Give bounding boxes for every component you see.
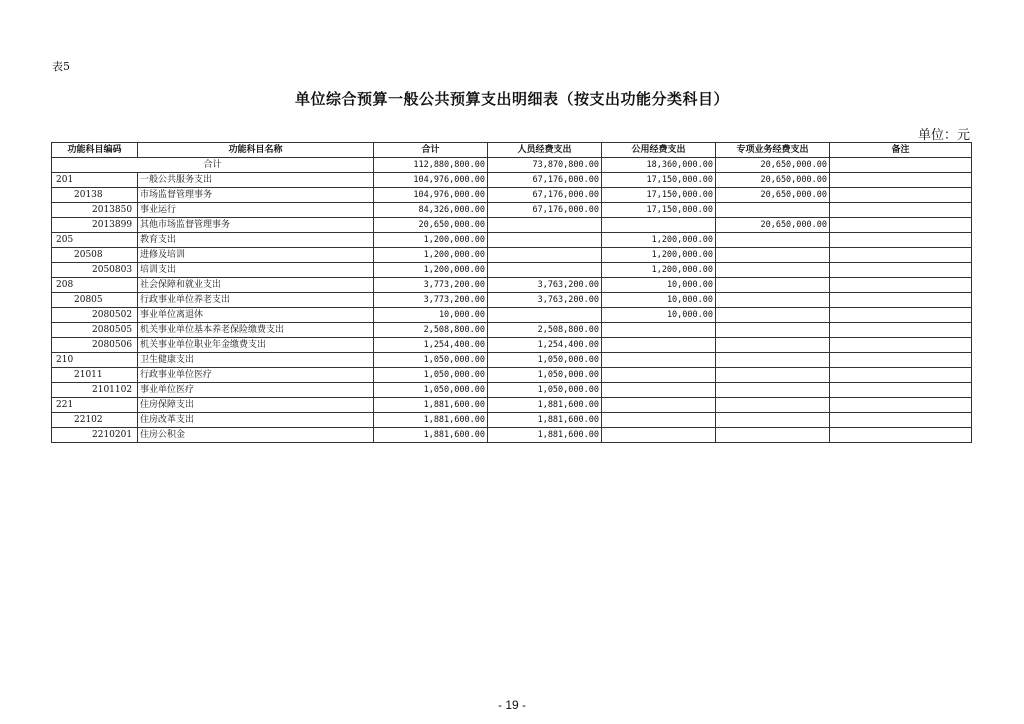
public-cell: 17,150,000.00 [602,188,716,203]
personnel-cell: 3,763,200.00 [488,278,602,293]
total-cell: 1,881,600.00 [374,413,488,428]
total-cell: 10,000.00 [374,308,488,323]
column-header: 专项业务经费支出 [716,143,830,158]
table-row [52,398,972,413]
special-cell [716,428,830,443]
note-cell [830,293,972,308]
table-row [52,353,972,368]
code-cell: 2050803 [52,263,138,278]
table-row [52,323,972,338]
note-cell [830,353,972,368]
name-cell: 机关事业单位职业年金缴费支出 [138,338,374,353]
code-cell: 2101102 [52,383,138,398]
total-cell: 1,881,600.00 [374,398,488,413]
personnel-cell: 3,763,200.00 [488,293,602,308]
note-cell [830,413,972,428]
public-cell: 1,200,000.00 [602,233,716,248]
note-cell [830,248,972,263]
personnel-cell: 1,050,000.00 [488,383,602,398]
personnel-cell: 67,176,000.00 [488,203,602,218]
name-cell: 事业单位医疗 [138,383,374,398]
total-row [52,158,972,173]
name-cell: 行政事业单位医疗 [138,368,374,383]
table-row [52,383,972,398]
note-cell [830,278,972,293]
table-row [52,188,972,203]
special-cell [716,308,830,323]
personnel-cell [488,218,602,233]
special-cell [716,413,830,428]
note-cell [830,173,972,188]
total-cell: 1,254,400.00 [374,338,488,353]
total-cell: 104,976,000.00 [374,173,488,188]
name-cell: 进修及培训 [138,248,374,263]
special-cell: 20,650,000.00 [716,173,830,188]
table-row [52,368,972,383]
personnel-cell: 2,508,800.00 [488,323,602,338]
name-cell: 教育支出 [138,233,374,248]
personnel-cell: 1,881,600.00 [488,413,602,428]
public-cell: 10,000.00 [602,293,716,308]
total-cell: 3,773,200.00 [374,293,488,308]
note-cell [830,188,972,203]
column-header: 人员经费支出 [488,143,602,158]
special-cell [716,338,830,353]
public-cell [602,428,716,443]
code-cell: 208 [52,278,138,293]
personnel-cell: 1,050,000.00 [488,353,602,368]
table-label: 表5 [52,60,70,73]
public-cell [602,383,716,398]
code-cell: 221 [52,398,138,413]
public-cell: 17,150,000.00 [602,173,716,188]
name-cell: 住房改革支出 [138,413,374,428]
special-cell [716,398,830,413]
special-cell [716,323,830,338]
name-cell: 社会保障和就业支出 [138,278,374,293]
personnel-cell: 73,870,800.00 [488,158,602,173]
table-row [52,293,972,308]
note-cell [830,308,972,323]
note-cell [830,263,972,278]
note-cell [830,233,972,248]
column-header: 功能科目编码 [52,143,138,158]
table-row [52,233,972,248]
special-cell [716,278,830,293]
name-cell: 事业单位离退休 [138,308,374,323]
personnel-cell: 1,050,000.00 [488,368,602,383]
total-cell: 2,508,800.00 [374,323,488,338]
public-cell: 1,200,000.00 [602,248,716,263]
note-cell [830,218,972,233]
code-cell: 20805 [52,293,138,308]
note-cell [830,383,972,398]
code-cell: 205 [52,233,138,248]
total-cell: 84,326,000.00 [374,203,488,218]
note-cell [830,323,972,338]
total-cell: 1,050,000.00 [374,368,488,383]
special-cell [716,233,830,248]
name-cell: 住房公积金 [138,428,374,443]
personnel-cell: 1,881,600.00 [488,398,602,413]
column-header: 公用经费支出 [602,143,716,158]
public-cell [602,353,716,368]
personnel-cell: 1,881,600.00 [488,428,602,443]
code-cell: 2080502 [52,308,138,323]
name-cell: 卫生健康支出 [138,353,374,368]
note-cell [830,428,972,443]
name-cell: 培训支出 [138,263,374,278]
table-row [52,338,972,353]
column-header: 功能科目名称 [138,143,374,158]
note-cell [830,338,972,353]
public-cell: 1,200,000.00 [602,263,716,278]
name-cell: 市场监督管理事务 [138,188,374,203]
name-cell: 其他市场监督管理事务 [138,218,374,233]
special-cell [716,203,830,218]
table-row [52,263,972,278]
personnel-cell [488,308,602,323]
code-cell: 2013899 [52,218,138,233]
name-cell: 事业运行 [138,203,374,218]
code-cell: 21011 [52,368,138,383]
special-cell [716,383,830,398]
table-header-row [52,143,972,158]
public-cell [602,413,716,428]
code-cell: 22102 [52,413,138,428]
note-cell [830,203,972,218]
column-header: 合计 [374,143,488,158]
budget-table [51,142,972,443]
personnel-cell [488,248,602,263]
public-cell [602,398,716,413]
table-row [52,218,972,233]
total-cell: 1,200,000.00 [374,263,488,278]
special-cell: 20,650,000.00 [716,218,830,233]
note-cell [830,398,972,413]
code-cell: 2080505 [52,323,138,338]
personnel-cell [488,233,602,248]
personnel-cell: 67,176,000.00 [488,173,602,188]
table-row [52,413,972,428]
note-cell [830,368,972,383]
total-cell: 1,200,000.00 [374,248,488,263]
public-cell: 18,360,000.00 [602,158,716,173]
name-cell: 机关事业单位基本养老保险缴费支出 [138,323,374,338]
name-cell: 行政事业单位养老支出 [138,293,374,308]
total-cell: 1,050,000.00 [374,353,488,368]
special-cell [716,248,830,263]
table-row [52,173,972,188]
code-cell: 2210201 [52,428,138,443]
total-cell: 3,773,200.00 [374,278,488,293]
total-cell: 112,880,800.00 [374,158,488,173]
personnel-cell: 67,176,000.00 [488,188,602,203]
page-number: - 19 - [497,698,526,712]
code-cell: 20508 [52,248,138,263]
name-cell: 一般公共服务支出 [138,173,374,188]
public-cell [602,323,716,338]
personnel-cell [488,263,602,278]
table-row [52,428,972,443]
total-cell: 104,976,000.00 [374,188,488,203]
public-cell: 10,000.00 [602,278,716,293]
table-row [52,248,972,263]
code-cell: 20138 [52,188,138,203]
note-cell [830,158,972,173]
page-title: 单位综合预算一般公共预算支出明细表（按支出功能分类科目） [294,90,729,108]
table-row [52,203,972,218]
special-cell: 20,650,000.00 [716,188,830,203]
code-cell: 201 [52,173,138,188]
public-cell [602,218,716,233]
special-cell [716,353,830,368]
total-cell: 1,881,600.00 [374,428,488,443]
special-cell [716,293,830,308]
code-cell: 2013850 [52,203,138,218]
special-cell [716,263,830,278]
public-cell [602,338,716,353]
name-cell: 住房保障支出 [138,398,374,413]
total-cell: 1,200,000.00 [374,233,488,248]
table-row [52,278,972,293]
personnel-cell: 1,254,400.00 [488,338,602,353]
code-cell: 2080506 [52,338,138,353]
public-cell: 10,000.00 [602,308,716,323]
unit-label: 单位：元 [917,128,970,143]
public-cell [602,368,716,383]
public-cell: 17,150,000.00 [602,203,716,218]
special-cell [716,368,830,383]
column-header: 备注 [830,143,972,158]
code-cell: 210 [52,353,138,368]
total-cell: 20,650,000.00 [374,218,488,233]
table-row [52,308,972,323]
total-cell: 1,050,000.00 [374,383,488,398]
special-cell: 20,650,000.00 [716,158,830,173]
total-label: 合计 [52,158,374,173]
